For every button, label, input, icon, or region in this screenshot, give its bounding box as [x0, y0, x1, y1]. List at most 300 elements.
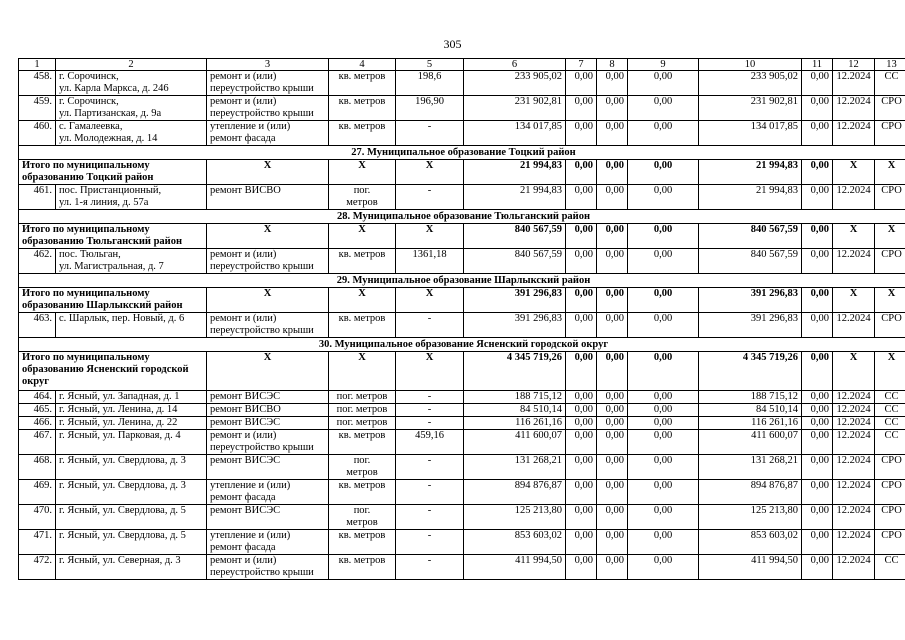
column-number: 10	[699, 59, 802, 71]
subtotal-row	[19, 224, 905, 249]
work-type-cell	[207, 249, 329, 274]
budget-cost: 116 261,16	[699, 417, 802, 430]
page-number: 305	[443, 37, 462, 51]
value-cell: 0,00	[566, 430, 597, 455]
address-line: ул. 1-я линия, д. 57а	[59, 197, 149, 208]
method-code: СС	[875, 430, 905, 455]
value-cell: 0,00	[597, 480, 628, 505]
value-cell: 0,00	[566, 224, 597, 249]
column-number: 8	[597, 59, 628, 71]
table-row	[19, 530, 905, 555]
total-cost: 188 715,12	[464, 391, 566, 404]
cell-x: X	[833, 224, 875, 249]
cell-x: X	[875, 288, 905, 313]
value-cell: 0,00	[566, 121, 597, 146]
unit-line: пог. метров	[336, 417, 388, 428]
value-cell: 0,00	[802, 288, 833, 313]
column-number: 7	[566, 59, 597, 71]
value-cell: 0,00	[802, 555, 833, 580]
table-row	[19, 249, 905, 274]
address-line: г. Ясный, ул. Свердлова, д. 3	[59, 480, 186, 491]
budget-cost: 84 510,14	[699, 404, 802, 417]
unit-cell	[329, 71, 396, 96]
value-cell: 0,00	[566, 480, 597, 505]
work-type-cell	[207, 417, 329, 430]
value-cell: 0,00	[802, 71, 833, 96]
table-row	[19, 555, 905, 580]
table-row	[19, 505, 905, 530]
quantity: -	[396, 185, 464, 210]
cell-x: X	[207, 160, 329, 185]
row-number: 460.	[19, 121, 56, 146]
method-code: СРО	[875, 505, 905, 530]
unit-cell	[329, 96, 396, 121]
value-cell: 0,00	[802, 480, 833, 505]
address-line: с. Шарлык, пер. Новый, д. 6	[59, 313, 185, 324]
work-type-cell	[207, 71, 329, 96]
cell-x: X	[207, 288, 329, 313]
unit-line: метров	[346, 197, 378, 208]
value-cell: 0,00	[597, 185, 628, 210]
work-line: ремонт и (или)	[210, 313, 277, 324]
table-row	[19, 71, 905, 96]
completion-date: 12.2024	[833, 249, 875, 274]
row-number: 470.	[19, 505, 56, 530]
work-line: переустройство крыши	[210, 442, 314, 453]
row-number: 467.	[19, 430, 56, 455]
work-line: ремонт ВИСВО	[210, 404, 281, 415]
subtotal-label	[19, 352, 207, 391]
budget-cost: 840 567,59	[699, 224, 802, 249]
work-line: переустройство крыши	[210, 567, 314, 578]
address-cell	[56, 480, 207, 505]
value-cell: 0,00	[802, 391, 833, 404]
unit-cell	[329, 530, 396, 555]
quantity: -	[396, 455, 464, 480]
value-cell: 0,00	[566, 417, 597, 430]
value-cell: 0,00	[802, 404, 833, 417]
quantity: -	[396, 417, 464, 430]
work-type-cell	[207, 480, 329, 505]
row-number: 462.	[19, 249, 56, 274]
column-number: 3	[207, 59, 329, 71]
work-type-cell	[207, 313, 329, 338]
budget-cost: 21 994,83	[699, 160, 802, 185]
quantity: -	[396, 555, 464, 580]
work-line: переустройство крыши	[210, 325, 314, 336]
cell-x: X	[207, 352, 329, 391]
address-cell	[56, 530, 207, 555]
value-cell: 0,00	[566, 455, 597, 480]
column-number: 12	[833, 59, 875, 71]
unit-cell	[329, 391, 396, 404]
unit-cell	[329, 417, 396, 430]
column-number: 1	[19, 59, 56, 71]
completion-date: 12.2024	[833, 430, 875, 455]
total-cost: 853 603,02	[464, 530, 566, 555]
unit-line: кв. метров	[338, 249, 386, 260]
table-row	[19, 96, 905, 121]
row-number: 463.	[19, 313, 56, 338]
unit-line: кв. метров	[338, 313, 386, 324]
row-number: 472.	[19, 555, 56, 580]
quantity: 459,16	[396, 430, 464, 455]
quantity: 196,90	[396, 96, 464, 121]
work-line: ремонт и (или)	[210, 555, 277, 566]
address-line: г. Сорочинск,	[59, 96, 119, 107]
budget-cost: 134 017,85	[699, 121, 802, 146]
label-line: образованию Тоцкий район	[22, 172, 154, 183]
method-code: СРО	[875, 530, 905, 555]
total-cost: 840 567,59	[464, 249, 566, 274]
value-cell: 0,00	[802, 160, 833, 185]
quantity: -	[396, 121, 464, 146]
budget-cost: 188 715,12	[699, 391, 802, 404]
cell-x: X	[207, 224, 329, 249]
work-type-cell	[207, 185, 329, 210]
value-cell: 0,00	[802, 530, 833, 555]
quantity: -	[396, 404, 464, 417]
unit-line: кв. метров	[338, 430, 386, 441]
method-code: СРО	[875, 313, 905, 338]
value-cell: 0,00	[566, 71, 597, 96]
value-cell: 0,00	[802, 455, 833, 480]
value-cell: 0,00	[566, 313, 597, 338]
value-cell: 0,00	[628, 352, 699, 391]
address-cell	[56, 555, 207, 580]
work-line: ремонт ВИСВО	[210, 185, 281, 196]
value-cell: 0,00	[597, 313, 628, 338]
value-cell: 0,00	[628, 480, 699, 505]
address-line: г. Ясный, ул. Северная, д. 3	[59, 555, 181, 566]
cell-x: X	[329, 160, 396, 185]
budget-cost: 894 876,87	[699, 480, 802, 505]
value-cell: 0,00	[628, 391, 699, 404]
work-line: ремонт и (или)	[210, 96, 277, 107]
cell-x: X	[329, 224, 396, 249]
completion-date: 12.2024	[833, 391, 875, 404]
value-cell: 0,00	[597, 430, 628, 455]
value-cell: 0,00	[802, 505, 833, 530]
work-type-cell	[207, 430, 329, 455]
table-row	[19, 430, 905, 455]
table-row	[19, 455, 905, 480]
work-line: ремонт и (или)	[210, 249, 277, 260]
value-cell: 0,00	[597, 96, 628, 121]
value-cell: 0,00	[566, 249, 597, 274]
label-line: Итого по муниципальному	[22, 288, 150, 299]
label-line: образованию Тюльганский район	[22, 236, 183, 247]
value-cell: 0,00	[597, 417, 628, 430]
work-type-cell	[207, 530, 329, 555]
label-line: округ	[22, 376, 50, 387]
section-header-row	[19, 338, 905, 352]
value-cell: 0,00	[597, 391, 628, 404]
work-line: утепление и (или)	[210, 121, 291, 132]
value-cell: 0,00	[628, 288, 699, 313]
value-cell: 0,00	[802, 417, 833, 430]
subtotal-label	[19, 288, 207, 313]
section-title: 30. Муниципальное образование Ясненский городской округ	[19, 338, 905, 352]
quantity: -	[396, 505, 464, 530]
value-cell: 0,00	[802, 313, 833, 338]
column-number: 4	[329, 59, 396, 71]
address-cell	[56, 391, 207, 404]
cell-x: X	[833, 288, 875, 313]
address-line: г. Ясный, ул. Западная, д. 1	[59, 391, 180, 402]
label-line: Итого по муниципальному	[22, 224, 150, 235]
column-number-row	[19, 59, 905, 71]
total-cost: 84 510,14	[464, 404, 566, 417]
value-cell: 0,00	[597, 555, 628, 580]
total-cost: 411 600,07	[464, 430, 566, 455]
unit-line: кв. метров	[338, 121, 386, 132]
value-cell: 0,00	[597, 455, 628, 480]
table-row	[19, 313, 905, 338]
value-cell: 0,00	[597, 404, 628, 417]
total-cost: 116 261,16	[464, 417, 566, 430]
unit-line: метров	[346, 517, 378, 528]
value-cell: 0,00	[566, 288, 597, 313]
value-cell: 0,00	[597, 530, 628, 555]
capital-repair-table	[18, 58, 905, 580]
cell-x: X	[875, 160, 905, 185]
completion-date: 12.2024	[833, 417, 875, 430]
subtotal-row	[19, 160, 905, 185]
budget-cost: 853 603,02	[699, 530, 802, 555]
total-cost: 21 994,83	[464, 160, 566, 185]
budget-cost: 125 213,80	[699, 505, 802, 530]
address-line: пос. Пристанционный,	[59, 185, 162, 196]
total-cost: 840 567,59	[464, 224, 566, 249]
completion-date: 12.2024	[833, 505, 875, 530]
budget-cost: 231 902,81	[699, 96, 802, 121]
address-cell	[56, 249, 207, 274]
unit-cell	[329, 555, 396, 580]
work-line: переустройство крыши	[210, 108, 314, 119]
address-cell	[56, 185, 207, 210]
value-cell: 0,00	[597, 71, 628, 96]
total-cost: 125 213,80	[464, 505, 566, 530]
quantity: -	[396, 530, 464, 555]
unit-line: пог. метров	[336, 391, 388, 402]
label-line: образованию Ясненский городской	[22, 364, 189, 375]
work-line: утепление и (или)	[210, 530, 291, 541]
quantity: -	[396, 313, 464, 338]
work-type-cell	[207, 455, 329, 480]
value-cell: 0,00	[628, 185, 699, 210]
total-cost: 231 902,81	[464, 96, 566, 121]
address-cell	[56, 121, 207, 146]
cell-x: X	[396, 352, 464, 391]
row-number: 459.	[19, 96, 56, 121]
budget-cost: 411 994,50	[699, 555, 802, 580]
value-cell: 0,00	[628, 96, 699, 121]
work-type-cell	[207, 555, 329, 580]
section-title: 29. Муниципальное образование Шарлыкский район	[19, 274, 905, 288]
value-cell: 0,00	[628, 160, 699, 185]
value-cell: 0,00	[566, 185, 597, 210]
total-cost: 233 905,02	[464, 71, 566, 96]
section-header-row	[19, 146, 905, 160]
label-line: образованию Шарлыкский район	[22, 300, 183, 311]
unit-cell	[329, 185, 396, 210]
value-cell: 0,00	[597, 224, 628, 249]
column-number: 2	[56, 59, 207, 71]
unit-line: пог.	[353, 185, 371, 196]
quantity: -	[396, 480, 464, 505]
value-cell: 0,00	[802, 224, 833, 249]
column-number: 9	[628, 59, 699, 71]
completion-date: 12.2024	[833, 185, 875, 210]
total-cost: 131 268,21	[464, 455, 566, 480]
table-row	[19, 185, 905, 210]
value-cell: 0,00	[566, 404, 597, 417]
row-number: 471.	[19, 530, 56, 555]
table-row	[19, 391, 905, 404]
value-cell: 0,00	[628, 455, 699, 480]
value-cell: 0,00	[566, 505, 597, 530]
value-cell: 0,00	[628, 430, 699, 455]
unit-line: кв. метров	[338, 480, 386, 491]
value-cell: 0,00	[802, 96, 833, 121]
address-line: с. Гамалеевка,	[59, 121, 123, 132]
address-cell	[56, 313, 207, 338]
address-line: г. Сорочинск,	[59, 71, 119, 82]
value-cell: 0,00	[628, 417, 699, 430]
completion-date: 12.2024	[833, 313, 875, 338]
address-cell	[56, 71, 207, 96]
method-code: СС	[875, 555, 905, 580]
address-line: г. Ясный, ул. Ленина, д. 14	[59, 404, 178, 415]
value-cell: 0,00	[597, 288, 628, 313]
completion-date: 12.2024	[833, 121, 875, 146]
quantity: 1361,18	[396, 249, 464, 274]
unit-cell	[329, 313, 396, 338]
work-line: утепление и (или)	[210, 480, 291, 491]
cell-x: X	[875, 352, 905, 391]
quantity: -	[396, 391, 464, 404]
work-line: ремонт и (или)	[210, 71, 277, 82]
budget-cost: 411 600,07	[699, 430, 802, 455]
work-type-cell	[207, 121, 329, 146]
value-cell: 0,00	[628, 313, 699, 338]
column-number: 5	[396, 59, 464, 71]
table-row	[19, 121, 905, 146]
value-cell: 0,00	[628, 404, 699, 417]
value-cell: 0,00	[597, 121, 628, 146]
total-cost: 134 017,85	[464, 121, 566, 146]
method-code: СРО	[875, 249, 905, 274]
completion-date: 12.2024	[833, 555, 875, 580]
total-cost: 391 296,83	[464, 313, 566, 338]
cell-x: X	[329, 352, 396, 391]
address-line: г. Ясный, ул. Свердлова, д. 5	[59, 505, 186, 516]
completion-date: 12.2024	[833, 71, 875, 96]
unit-cell	[329, 455, 396, 480]
method-code: СРО	[875, 96, 905, 121]
cell-x: X	[396, 160, 464, 185]
address-line: г. Ясный, ул. Парковая, д. 4	[59, 430, 181, 441]
budget-cost: 131 268,21	[699, 455, 802, 480]
row-number: 468.	[19, 455, 56, 480]
value-cell: 0,00	[802, 185, 833, 210]
unit-line: кв. метров	[338, 530, 386, 541]
column-number: 6	[464, 59, 566, 71]
budget-cost: 233 905,02	[699, 71, 802, 96]
value-cell: 0,00	[802, 352, 833, 391]
row-number: 464.	[19, 391, 56, 404]
subtotal-row	[19, 352, 905, 391]
completion-date: 12.2024	[833, 96, 875, 121]
address-line: ул. Партизанская, д. 9а	[59, 108, 162, 119]
address-cell	[56, 455, 207, 480]
unit-line: кв. метров	[338, 71, 386, 82]
value-cell: 0,00	[566, 160, 597, 185]
unit-line: пог.	[353, 505, 371, 516]
budget-cost: 391 296,83	[699, 288, 802, 313]
unit-cell	[329, 121, 396, 146]
value-cell: 0,00	[566, 555, 597, 580]
value-cell: 0,00	[802, 249, 833, 274]
work-line: ремонт ВИСЭС	[210, 391, 281, 402]
label-line: Итого по муниципальному	[22, 160, 150, 171]
method-code: СРО	[875, 455, 905, 480]
unit-cell	[329, 480, 396, 505]
value-cell: 0,00	[628, 224, 699, 249]
work-line: ремонт фасада	[210, 492, 276, 503]
value-cell: 0,00	[566, 391, 597, 404]
address-line: ул. Магистральная, д. 7	[59, 261, 164, 272]
value-cell: 0,00	[628, 121, 699, 146]
value-cell: 0,00	[802, 121, 833, 146]
row-number: 469.	[19, 480, 56, 505]
cell-x: X	[833, 352, 875, 391]
work-line: ремонт фасада	[210, 542, 276, 553]
total-cost: 391 296,83	[464, 288, 566, 313]
address-cell	[56, 417, 207, 430]
cell-x: X	[875, 224, 905, 249]
address-cell	[56, 404, 207, 417]
row-number: 466.	[19, 417, 56, 430]
address-line: пос. Тюльган,	[59, 249, 121, 260]
cell-x: X	[833, 160, 875, 185]
unit-cell	[329, 404, 396, 417]
quantity: 198,6	[396, 71, 464, 96]
column-number: 13	[875, 59, 905, 71]
subtotal-row	[19, 288, 905, 313]
column-number: 11	[802, 59, 833, 71]
budget-cost: 4 345 719,26	[699, 352, 802, 391]
cell-x: X	[396, 288, 464, 313]
row-number: 458.	[19, 71, 56, 96]
label-line: Итого по муниципальному	[22, 352, 150, 363]
value-cell: 0,00	[566, 530, 597, 555]
work-line: ремонт ВИСЭС	[210, 505, 281, 516]
work-line: ремонт ВИСЭС	[210, 417, 281, 428]
address-line: г. Ясный, ул. Свердлова, д. 5	[59, 530, 186, 541]
work-line: ремонт ВИСЭС	[210, 455, 281, 466]
completion-date: 12.2024	[833, 455, 875, 480]
unit-line: пог.	[353, 455, 371, 466]
unit-line: кв. метров	[338, 555, 386, 566]
cell-x: X	[329, 288, 396, 313]
completion-date: 12.2024	[833, 404, 875, 417]
address-line: ул. Молодежная, д. 14	[59, 133, 158, 144]
method-code: СРО	[875, 185, 905, 210]
value-cell: 0,00	[566, 96, 597, 121]
address-line: ул. Карла Маркса, д. 246	[59, 83, 169, 94]
